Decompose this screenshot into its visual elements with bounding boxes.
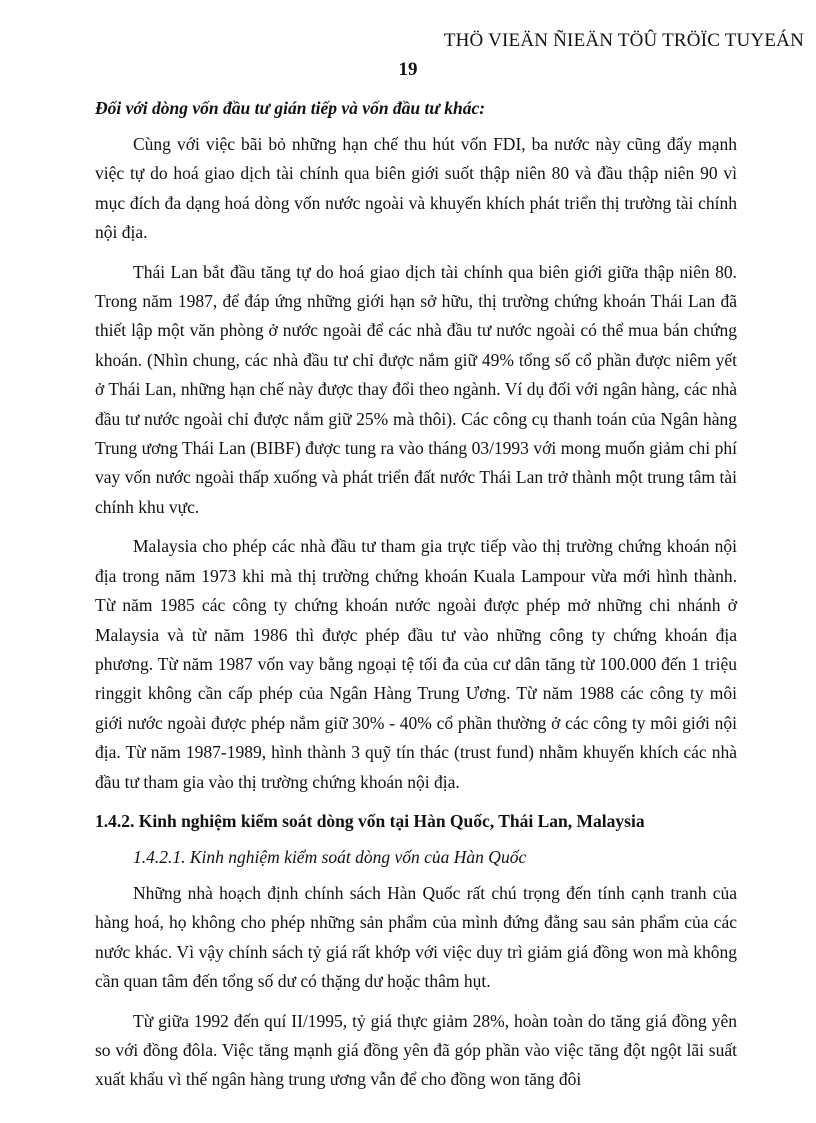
page-number: 19: [398, 59, 418, 80]
paragraph-thailand: Thái Lan bắt đầu tăng tự do hoá giao dịch tài chính qua biên giới giữa thập niên 80. Trong năm 1987, để đáp ứng những giới hạn sở hữu, thị trường chứng khoán Thái Lan đã thiết lập một văn phòng ở nước ngoài để các nhà đầu tư nước ngoài có thể mua bán chứng khoán. (Nhìn chung, các nhà đầu tư chỉ được nắm giữ 49% tổng số cổ phần được niêm yết ở Thái Lan, những hạn chế này được thay đổi theo ngành. Ví dụ đối với ngân hàng, các nhà đầu tư nước ngoài chỉ được nắm giữ 25% mà thôi). Các công cụ thanh toán của Ngân hàng Trung ương Thái Lan (BIBF) được tung ra vào tháng 03/1993 với mong muốn giảm chi phí vay vốn nước ngoài thấp xuống và phát triển đất nước Thái Lan trở thành một trung tâm tài chính khu vực.: [95, 261, 737, 517]
paragraph-korea-exchange-rate: Từ giữa 1992 đến quí II/1995, tỷ giá thực giảm 28%, hoàn toàn do tăng giá đồng yên so với đồng đôla. Việc tăng mạnh giá đồng yên đã góp phần vào việc tăng đột ngột lãi suất xuất khẩu vì thế ngân hàng trung ương vẫn để cho đồng won tăng đôi: [95, 1010, 737, 1090]
paragraph-korea-policy: Những nhà hoạch định chính sách Hàn Quốc rất chú trọng đến tính cạnh tranh của hàng hoá, họ không cho phép những sản phẩm của mình đứng đằng sau sản phẩm của các nước khác. Vì vậy chính sách tỷ giá rất khớp với việc duy trì giảm giá đồng won mà không cần quan tâm đến tổng số dư có thặng dư hoặc thâm hụt.: [95, 882, 737, 992]
subsection-heading-1-4-2-1: 1.4.2.1. Kinh nghiệm kiểm soát dòng vốn của Hàn Quốc: [133, 846, 527, 867]
paragraph-liberalization: Cùng với việc bãi bỏ những hạn chế thu hút vốn FDI, ba nước này cũng đẩy mạnh việc tự do hoá giao dịch tài chính qua biên giới suốt thập niên 80 và đầu thập niên 90 vì mục đích đa dạng hoá dòng vốn nước ngoài và khuyến khích phát triển thị trường tài chính nội địa.: [95, 134, 737, 243]
section-heading-1-4-2: 1.4.2. Kinh nghiệm kiểm soát dòng vốn tại Hàn Quốc, Thái Lan, Malaysia: [95, 810, 645, 831]
heading-indirect-investment: Đối với dòng vốn đầu tư gián tiếp và vốn đầu tư khác:: [95, 98, 486, 118]
paragraph-malaysia: Malaysia cho phép các nhà đầu tư tham gia trực tiếp vào thị trường chứng khoán nội địa trong năm 1973 khi mà thị trường chứng khoán Kuala Lampour vừa mới hình thành. Từ năm 1985 các công ty chứng khoán nước ngoài được phép mở những chi nhánh ở Malaysia và từ năm 1986 thì được phép đầu tư vào những công ty chứng khoán địa phương. Từ năm 1987 vốn vay bằng ngoại tệ tối đa của cư dân tăng từ 100.000 đến 1 triệu ringgit không cần cấp phép của Ngân Hàng Trung Ương. Từ năm 1988 các công ty môi giới nước ngoài được phép nắm giữ 30% - 40% cổ phần thường ở các công ty môi giới nội địa. Từ năm 1987-1989, hình thành 3 quỹ tín thác (trust fund) nhằm khuyến khích các nhà đầu tư tham gia vào thị trường chứng khoán nội địa.: [95, 536, 737, 792]
library-header: THÖ VIEÄN ÑIEÄN TÖÛ TRÖÏC TUYEÁN: [443, 30, 804, 51]
document-body: [95, 94, 737, 1105]
